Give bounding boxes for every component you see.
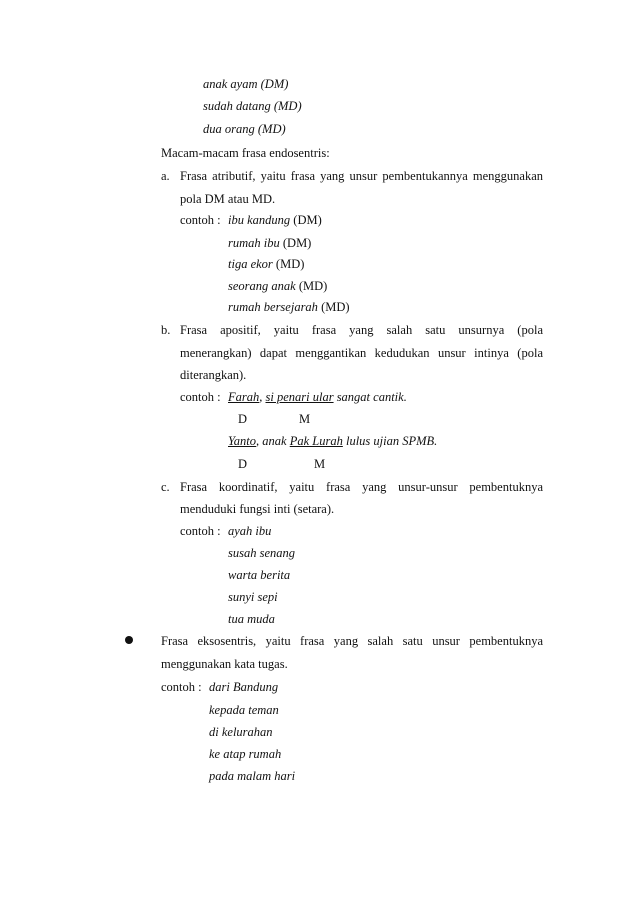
eksosentris-example-3: di kelurahan <box>209 725 273 739</box>
example-subject: Yanto <box>228 434 257 448</box>
example-tag: (MD) <box>321 300 350 314</box>
item-c-contoh-label: contoh : <box>180 524 221 538</box>
item-b-marker: b. <box>161 323 171 337</box>
item-b-line-2: menerangkan) dapat menggantikan kedudukan unsur intinya (pola <box>180 346 543 360</box>
item-a-line-1: Frasa atributif, yaitu frasa yang unsur pembentukannya menggunakan <box>180 169 543 183</box>
bullet-icon <box>125 636 133 644</box>
example-rest: lulus ujian SPMB. <box>342 434 438 448</box>
item-b-example-1-d-label: D <box>238 412 248 426</box>
eksosentris-contoh-label: contoh : <box>161 680 202 694</box>
item-a-line-2: pola DM atau MD. <box>180 192 276 206</box>
item-a-example-4 <box>228 278 327 294</box>
example-subject: Farah <box>228 390 260 404</box>
example-text: rumah bersejarah <box>228 300 318 314</box>
item-a-example-5 <box>228 299 350 315</box>
item-b-example-2-d-label: D <box>238 457 248 471</box>
example-tag: (MD) <box>275 257 305 271</box>
example-tag: (MD) <box>298 279 328 293</box>
example-tag: (DM) <box>282 236 312 250</box>
example-appositive: si penari ular <box>265 390 334 404</box>
item-a-marker: a. <box>161 169 170 183</box>
item-c-marker: c. <box>161 480 170 494</box>
eksosentris-example-1: dari Bandung <box>209 680 279 694</box>
item-b-example-2-m-label: M <box>314 457 326 471</box>
item-b-example-1-m-label: M <box>299 412 311 426</box>
top-example-1: anak ayam (DM) <box>203 77 289 91</box>
example-text: seorang anak <box>228 279 296 293</box>
example-text: ibu kandung <box>228 213 291 227</box>
item-c-example-3: warta berita <box>228 568 291 582</box>
eksosentris-line-2: menggunakan kata tugas. <box>161 657 288 671</box>
example-text: rumah ibu <box>228 236 280 250</box>
example-rest: sangat cantik. <box>333 390 407 404</box>
item-a-example-2 <box>228 235 311 251</box>
item-b-line-1: Frasa apositif, yaitu frasa yang salah satu unsurnya (pola <box>180 323 543 337</box>
top-example-2: sudah datang (MD) <box>203 99 302 113</box>
example-separator: , <box>259 390 266 404</box>
example-appositive: Pak Lurah <box>289 434 343 448</box>
item-a-contoh-label: contoh : <box>180 213 221 227</box>
eksosentris-example-5: pada malam hari <box>209 769 296 783</box>
section-heading: Macam-macam frasa endosentris: <box>161 146 330 160</box>
item-c-line-2: menduduki fungsi inti (setara). <box>180 502 335 516</box>
example-text: tiga ekor <box>228 257 273 271</box>
item-b-example-1 <box>228 389 407 405</box>
item-a-example-3 <box>228 256 304 272</box>
eksosentris-line-1: Frasa eksosentris, yaitu frasa yang salah satu unsur pembentuknya <box>161 634 543 648</box>
eksosentris-example-4: ke atap rumah <box>209 747 282 761</box>
item-c-example-4: sunyi sepi <box>228 590 278 604</box>
example-tag: (DM) <box>293 213 322 227</box>
item-b-example-2 <box>228 433 437 449</box>
eksosentris-example-2: kepada teman <box>209 703 279 717</box>
top-example-3: dua orang (MD) <box>203 122 286 136</box>
item-c-example-1: ayah ibu <box>228 524 272 538</box>
item-a-example-1 <box>228 212 322 228</box>
item-c-example-5: tua muda <box>228 612 275 626</box>
item-c-line-1: Frasa koordinatif, yaitu frasa yang unsur-unsur pembentuknya <box>180 480 543 494</box>
item-c-example-2: susah senang <box>228 546 296 560</box>
item-b-line-3: diterangkan). <box>180 368 247 382</box>
example-separator: , anak <box>256 434 290 448</box>
item-b-contoh-label: contoh : <box>180 390 221 404</box>
